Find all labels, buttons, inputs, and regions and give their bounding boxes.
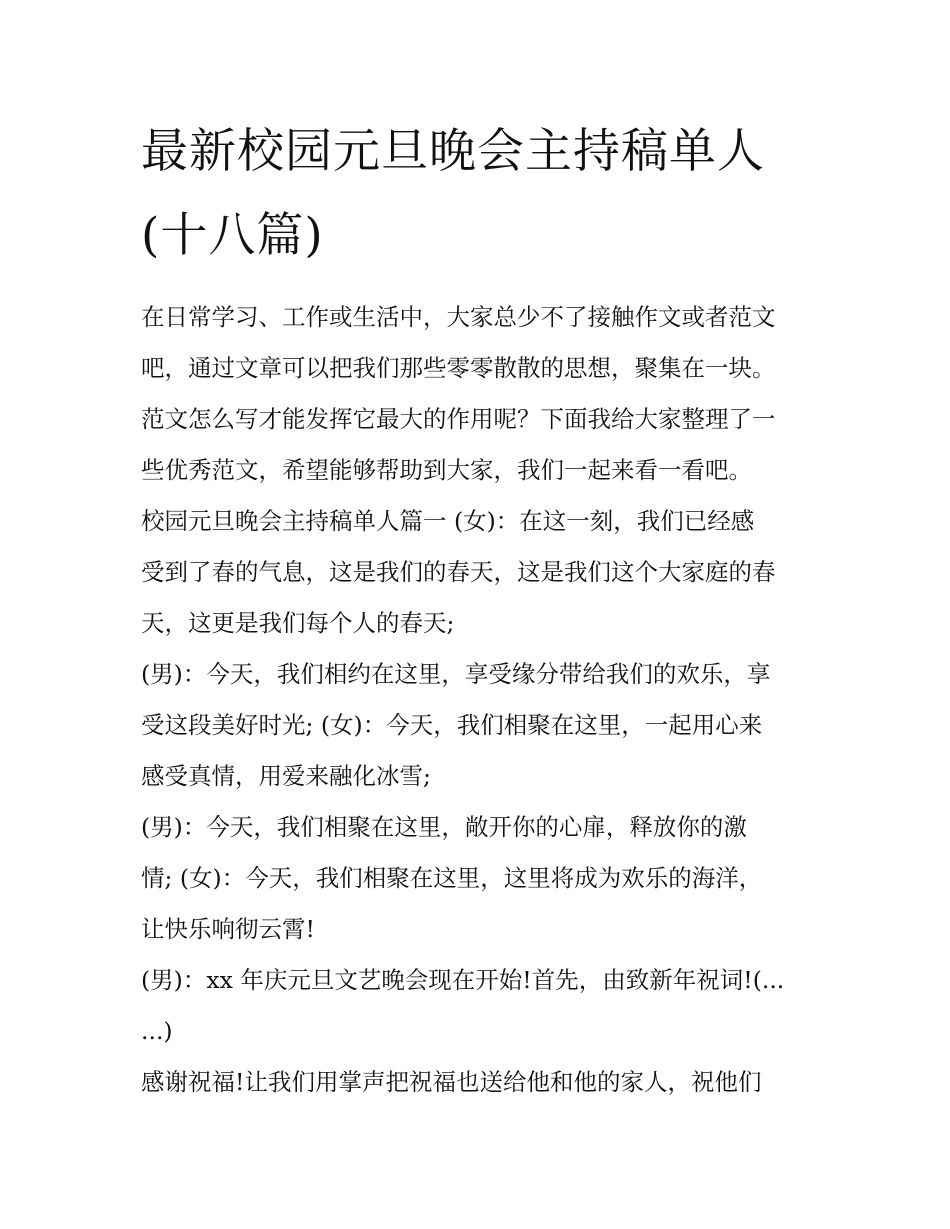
text-line: 范文怎么写才能发挥它最大的作用呢？下面我给大家整理了一 <box>141 405 776 433</box>
title-line: 最新校园元旦晚会主持稿单人 <box>141 124 765 179</box>
paragraph-dialogue <box>141 955 816 1057</box>
text-line: (男)：今天，我们相聚在这里，敞开你的心扉，释放你的激 <box>141 813 747 841</box>
paragraph-dialogue <box>141 649 816 802</box>
document-page <box>141 110 816 1108</box>
text-line: 吧，通过文章可以把我们那些零零散散的思想，聚集在一块。 <box>141 354 776 382</box>
title-line: (十八篇) <box>141 208 324 263</box>
text-line: ...) <box>141 1017 173 1045</box>
document-title <box>141 110 816 278</box>
paragraph-intro <box>141 292 816 496</box>
text-line: (男)：今天，我们相约在这里，享受缘分带给我们的欢乐，享 <box>141 660 771 688</box>
paragraph-section-one <box>141 496 816 649</box>
text-line: 天，这更是我们每个人的春天; <box>141 609 455 637</box>
text-line: 让快乐响彻云霄! <box>141 915 315 943</box>
text-line: 受到了春的气息，这是我们的春天，这是我们这个大家庭的春 <box>141 558 776 586</box>
text-line: (男)：xx 年庆元旦文艺晚会现在开始!首先，由致新年祝词!(... <box>141 966 785 994</box>
text-line: 些优秀范文，希望能够帮助到大家，我们一起来看一看吧。 <box>141 456 752 484</box>
text-line: 校园元旦晚会主持稿单人篇一 (女)：在这一刻，我们已经感 <box>141 507 755 535</box>
text-line: 感受真情，用爱来融化冰雪; <box>141 762 431 790</box>
text-line: 情; (女)：今天，我们相聚在这里，这里将成为欢乐的海洋， <box>141 864 763 892</box>
paragraph-closing <box>141 1057 816 1108</box>
text-line: 受这段美好时光; (女)：今天，我们相聚在这里，一起用心来 <box>141 711 763 739</box>
paragraph-dialogue <box>141 802 816 955</box>
text-line: 感谢祝福!让我们用掌声把祝福也送给他和他的家人，祝他们 <box>141 1068 762 1096</box>
document-body <box>141 292 816 1108</box>
text-line: 在日常学习、工作或生活中，大家总少不了接触作文或者范文 <box>141 303 776 331</box>
